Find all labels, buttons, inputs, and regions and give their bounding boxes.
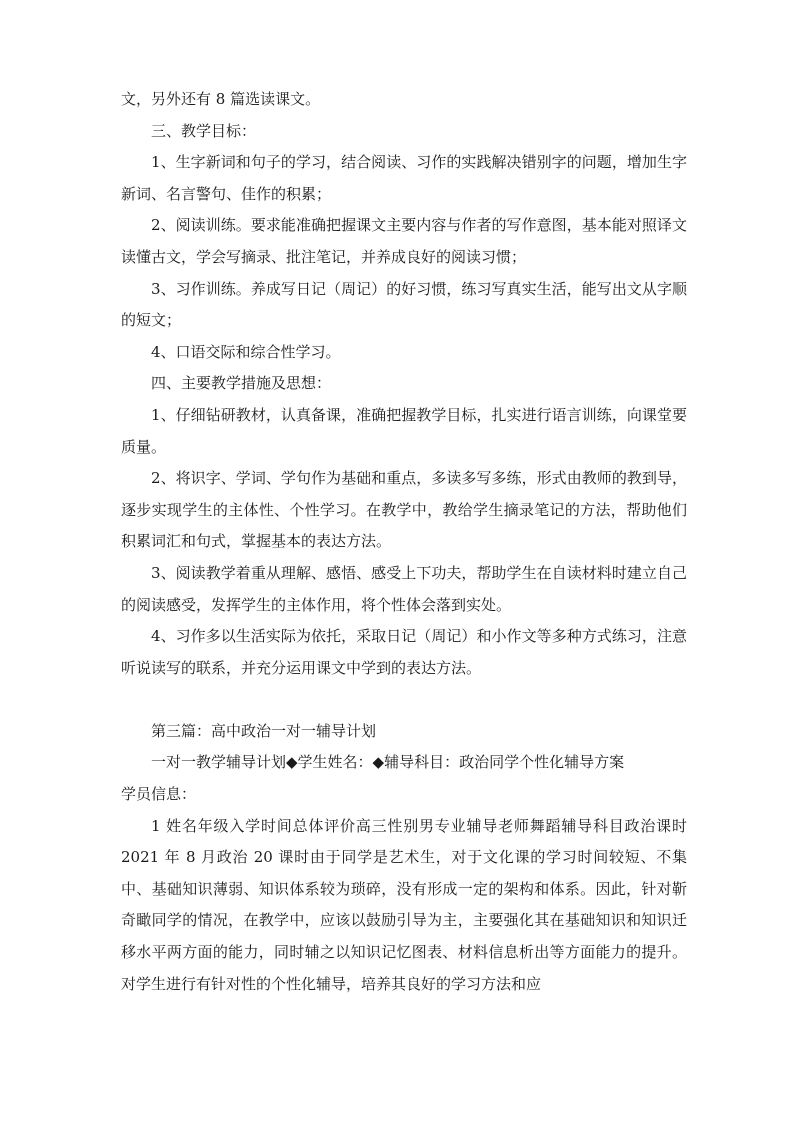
paragraph: 1、生字新词和句子的学习，结合阅读、习作的实践解决错别字的问题，增加生字新词、名言警句、佳作的积累； [121, 153, 687, 203]
paragraph: 2、阅读训练。要求能准确把握课文主要内容与作者的写作意图，基本能对照译文读懂古文，学会写摘录、批注笔记，并养成良好的阅读习惯； [121, 216, 687, 266]
paragraph: 2、将识字、学词、学句作为基础和重点，多读多写多练，形式由教师的教到导，逐步实现学生的主体性、个性学习。在教学中，教给学生摘录笔记的方法，帮助他们积累词汇和句式，掌握基本的表达方法。 [121, 469, 687, 551]
section-heading: 四、主要教学措施及思想： [151, 374, 332, 393]
article-title: 第三篇：高中政治一对一辅导计划 [151, 721, 377, 740]
paragraph: 一对一教学辅导计划◆学生姓名：◆辅导科目：政治同学个性化辅导方案 [151, 753, 625, 772]
paragraph: 3、阅读教学着重从理解、感悟、感受上下功夫，帮助学生在自读材料时建立自己的阅读感受，发挥学生的主体作用，将个性体会落到实处。 [121, 563, 687, 614]
paragraph: 4、口语交际和综合性学习。 [151, 342, 341, 361]
section-heading: 三、教学目标： [151, 121, 257, 140]
paragraph: 4、习作多以生活实际为依托，采取日记（周记）和小作文等多种方式练习，注意听说读写的联系，并充分运用课文中学到的表达方法。 [121, 627, 687, 677]
paragraph: 学员信息： [121, 785, 197, 804]
paragraph: 文，另外还有 8 篇选读课文。 [121, 90, 321, 108]
paragraph: 1 姓名年级入学时间总体评价高三性别男专业辅导老师舞蹈辅导科目政治课时 2021 年 8 月政治 20 课时由于同学是艺术生，对于文化课的学习时间较短、不集中、基础知识薄弱、知识体系较为琐碎，没有形成一定的架构和体系。因此，针对靳奇瞰同学的情况，在教学中，应该以鼓励引导为主，主要强化其在基础知识和知识迁移水平两方面的能力，同时辅之以知识记忆图表、材料信息析出等方面能力的提升。对学生进行有针对性的个性化辅导，培养其良好的学习方法和应 [121, 816, 687, 993]
document-body [121, 84, 687, 1000]
paragraph: 1、仔细钻研教材，认真备课，准确把握教学目标，扎实进行语言训练，向课堂要质量。 [121, 405, 687, 456]
paragraph: 3、习作训练。养成写日记（周记）的好习惯，练习写真实生活，能写出文从字顺的短文； [121, 279, 687, 330]
blank-line [121, 684, 687, 716]
